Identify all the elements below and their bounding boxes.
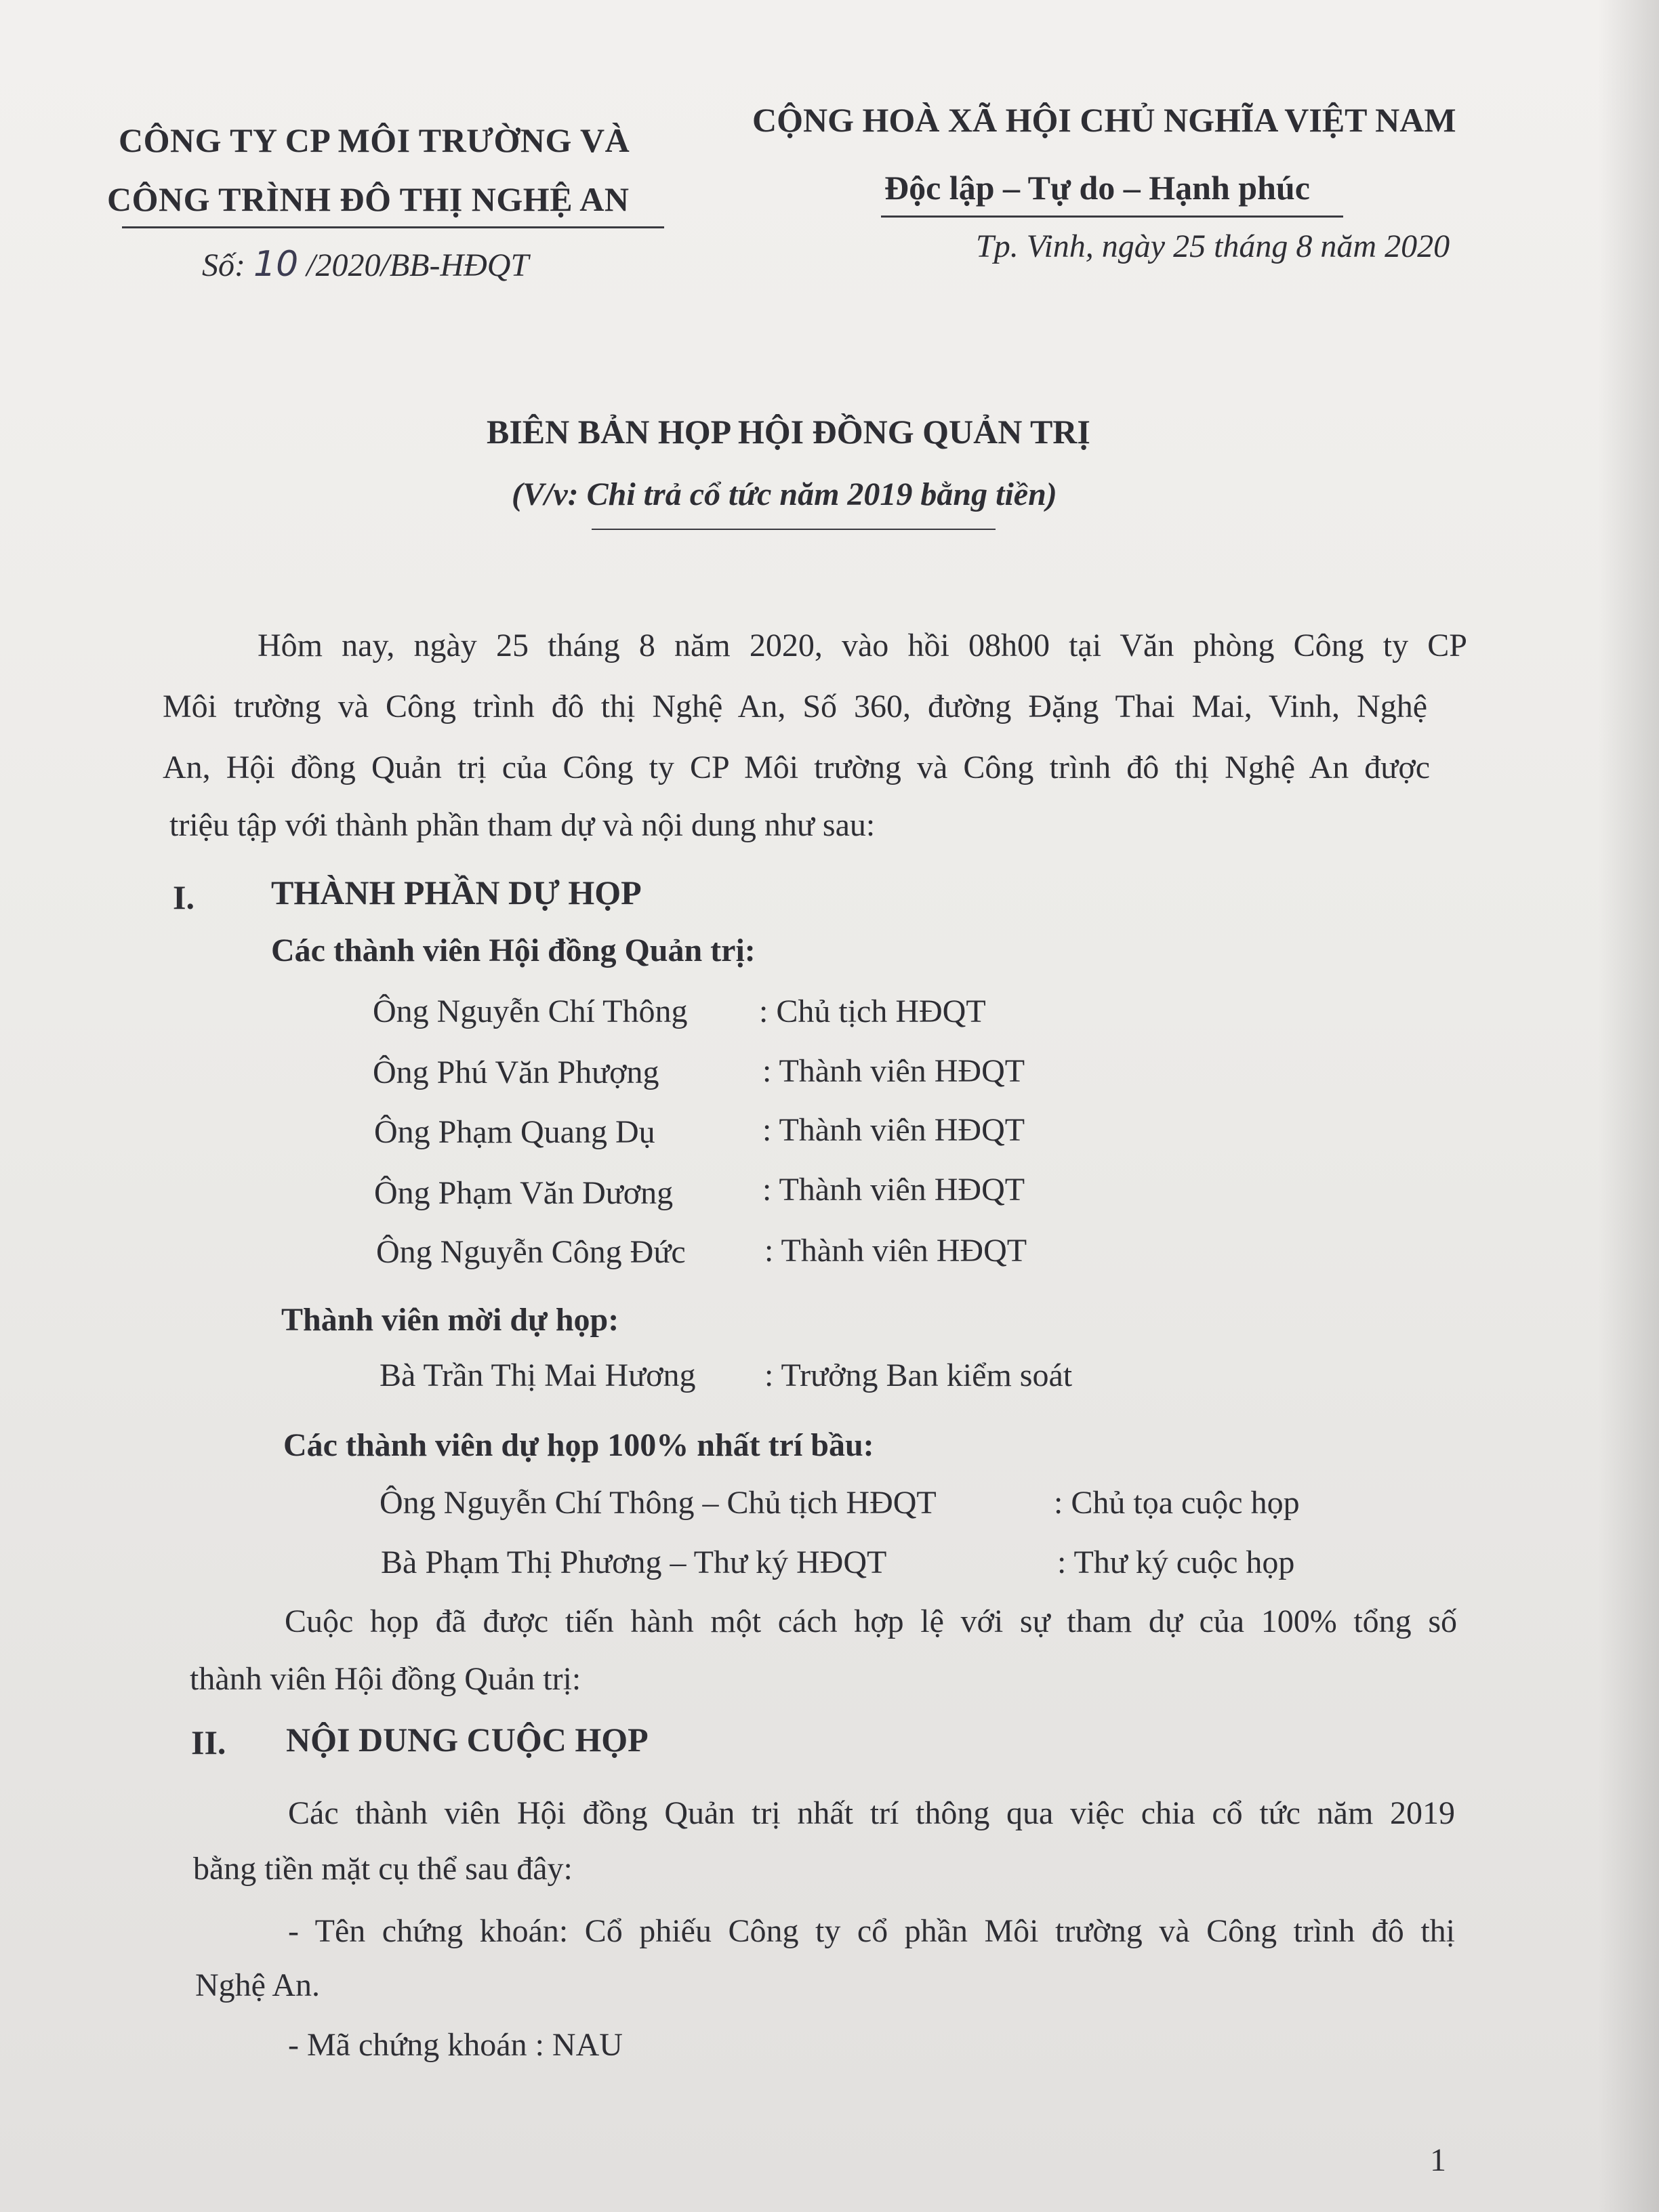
elected-name: Bà Phạm Thị Phương – Thư ký HĐQT <box>381 1544 887 1580</box>
stock-name-line-2: Nghệ An. <box>195 1967 320 2003</box>
company-name-line2: CÔNG TRÌNH ĐÔ THỊ NGHỆ AN <box>107 180 630 218</box>
number-suffix: /2020/BB-HĐQT <box>306 247 529 283</box>
subject-underline <box>592 529 996 530</box>
stock-name-line-1: - Tên chứng khoán: Cổ phiếu Công ty cổ phần Môi trường và Công trình đô thị <box>288 1913 1455 1949</box>
elected-name: Ông Nguyễn Chí Thông – Chủ tịch HĐQT <box>380 1485 937 1521</box>
invited-heading: Thành viên mời dự họp: <box>281 1302 619 1338</box>
intro-line-4: triệu tập với thành phần tham dự và nội dung như sau: <box>169 807 876 843</box>
number-prefix: Số: <box>202 247 245 283</box>
member-name: Ông Phú Văn Phượng <box>373 1054 659 1090</box>
document-subject: (V/v: Chi trả cổ tức năm 2019 bằng tiền) <box>512 476 1057 512</box>
elected-role: : Chủ tọa cuộc họp <box>1054 1485 1300 1521</box>
section-2-number: II. <box>191 1723 226 1761</box>
content-line-2: bằng tiền mặt cụ thể sau đây: <box>193 1851 573 1887</box>
invited-role: : Trưởng Ban kiểm soát <box>764 1357 1073 1393</box>
member-role: : Thành viên HĐQT <box>764 1233 1027 1269</box>
board-members-heading: Các thành viên Hội đồng Quản trị: <box>271 933 756 968</box>
company-name-line1: CÔNG TY CP MÔI TRƯỜNG VÀ <box>119 121 630 159</box>
member-role: : Thành viên HĐQT <box>762 1053 1025 1089</box>
company-underline <box>122 226 664 228</box>
member-role: : Thành viên HĐQT <box>762 1112 1025 1148</box>
page-edge-shadow <box>1598 0 1659 2212</box>
document-title: BIÊN BẢN HỌP HỘI ĐỒNG QUẢN TRỊ <box>487 413 1090 451</box>
member-name: Ông Phạm Quang Dụ <box>374 1114 655 1150</box>
intro-line-2: Môi trường và Công trình đô thị Nghệ An, Số 360, đường Đặng Thai Mai, Vinh, Nghệ <box>163 689 1427 724</box>
validity-line-2: thành viên Hội đồng Quản trị: <box>190 1661 581 1697</box>
member-name: Ông Nguyễn Công Đức <box>376 1234 686 1270</box>
handwritten-number: 10 <box>253 244 299 285</box>
stock-code: - Mã chứng khoán : NAU <box>288 2027 623 2063</box>
elected-role: : Thư ký cuộc họp <box>1057 1544 1295 1580</box>
section-1-heading: THÀNH PHẦN DỰ HỌP <box>271 874 642 912</box>
member-role: : Thành viên HĐQT <box>762 1172 1025 1208</box>
page-number: 1 <box>1430 2142 1446 2178</box>
place-date: Tp. Vinh, ngày 25 tháng 8 năm 2020 <box>976 228 1450 264</box>
national-motto: Độc lập – Tự do – Hạnh phúc <box>884 169 1310 207</box>
intro-line-1: Hôm nay, ngày 25 tháng 8 năm 2020, vào hồi 08h00 tại Văn phòng Công ty CP <box>258 628 1467 663</box>
section-1-number: I. <box>173 878 194 916</box>
motto-underline <box>881 216 1343 218</box>
republic-heading: CỘNG HOÀ XÃ HỘI CHỦ NGHĨA VIỆT NAM <box>752 101 1456 139</box>
section-2-heading: NỘI DUNG CUỘC HỌP <box>286 1721 649 1759</box>
member-name: Ông Phạm Văn Dương <box>374 1175 674 1211</box>
intro-line-3: An, Hội đồng Quản trị của Công ty CP Môi trường và Công trình đô thị Nghệ An được <box>163 750 1430 785</box>
member-name: Ông Nguyễn Chí Thông <box>373 994 688 1029</box>
invited-name: Bà Trần Thị Mai Hương <box>380 1357 696 1393</box>
member-role: : Chủ tịch HĐQT <box>759 994 986 1029</box>
content-line-1: Các thành viên Hội đồng Quản trị nhất trí thông qua việc chia cổ tức năm 2019 <box>288 1795 1455 1831</box>
elected-heading: Các thành viên dự họp 100% nhất trí bầu: <box>283 1427 874 1463</box>
document-number <box>202 244 529 285</box>
validity-line-1: Cuộc họp đã được tiến hành một cách hợp lệ với sự tham dự của 100% tổng số <box>285 1603 1457 1639</box>
